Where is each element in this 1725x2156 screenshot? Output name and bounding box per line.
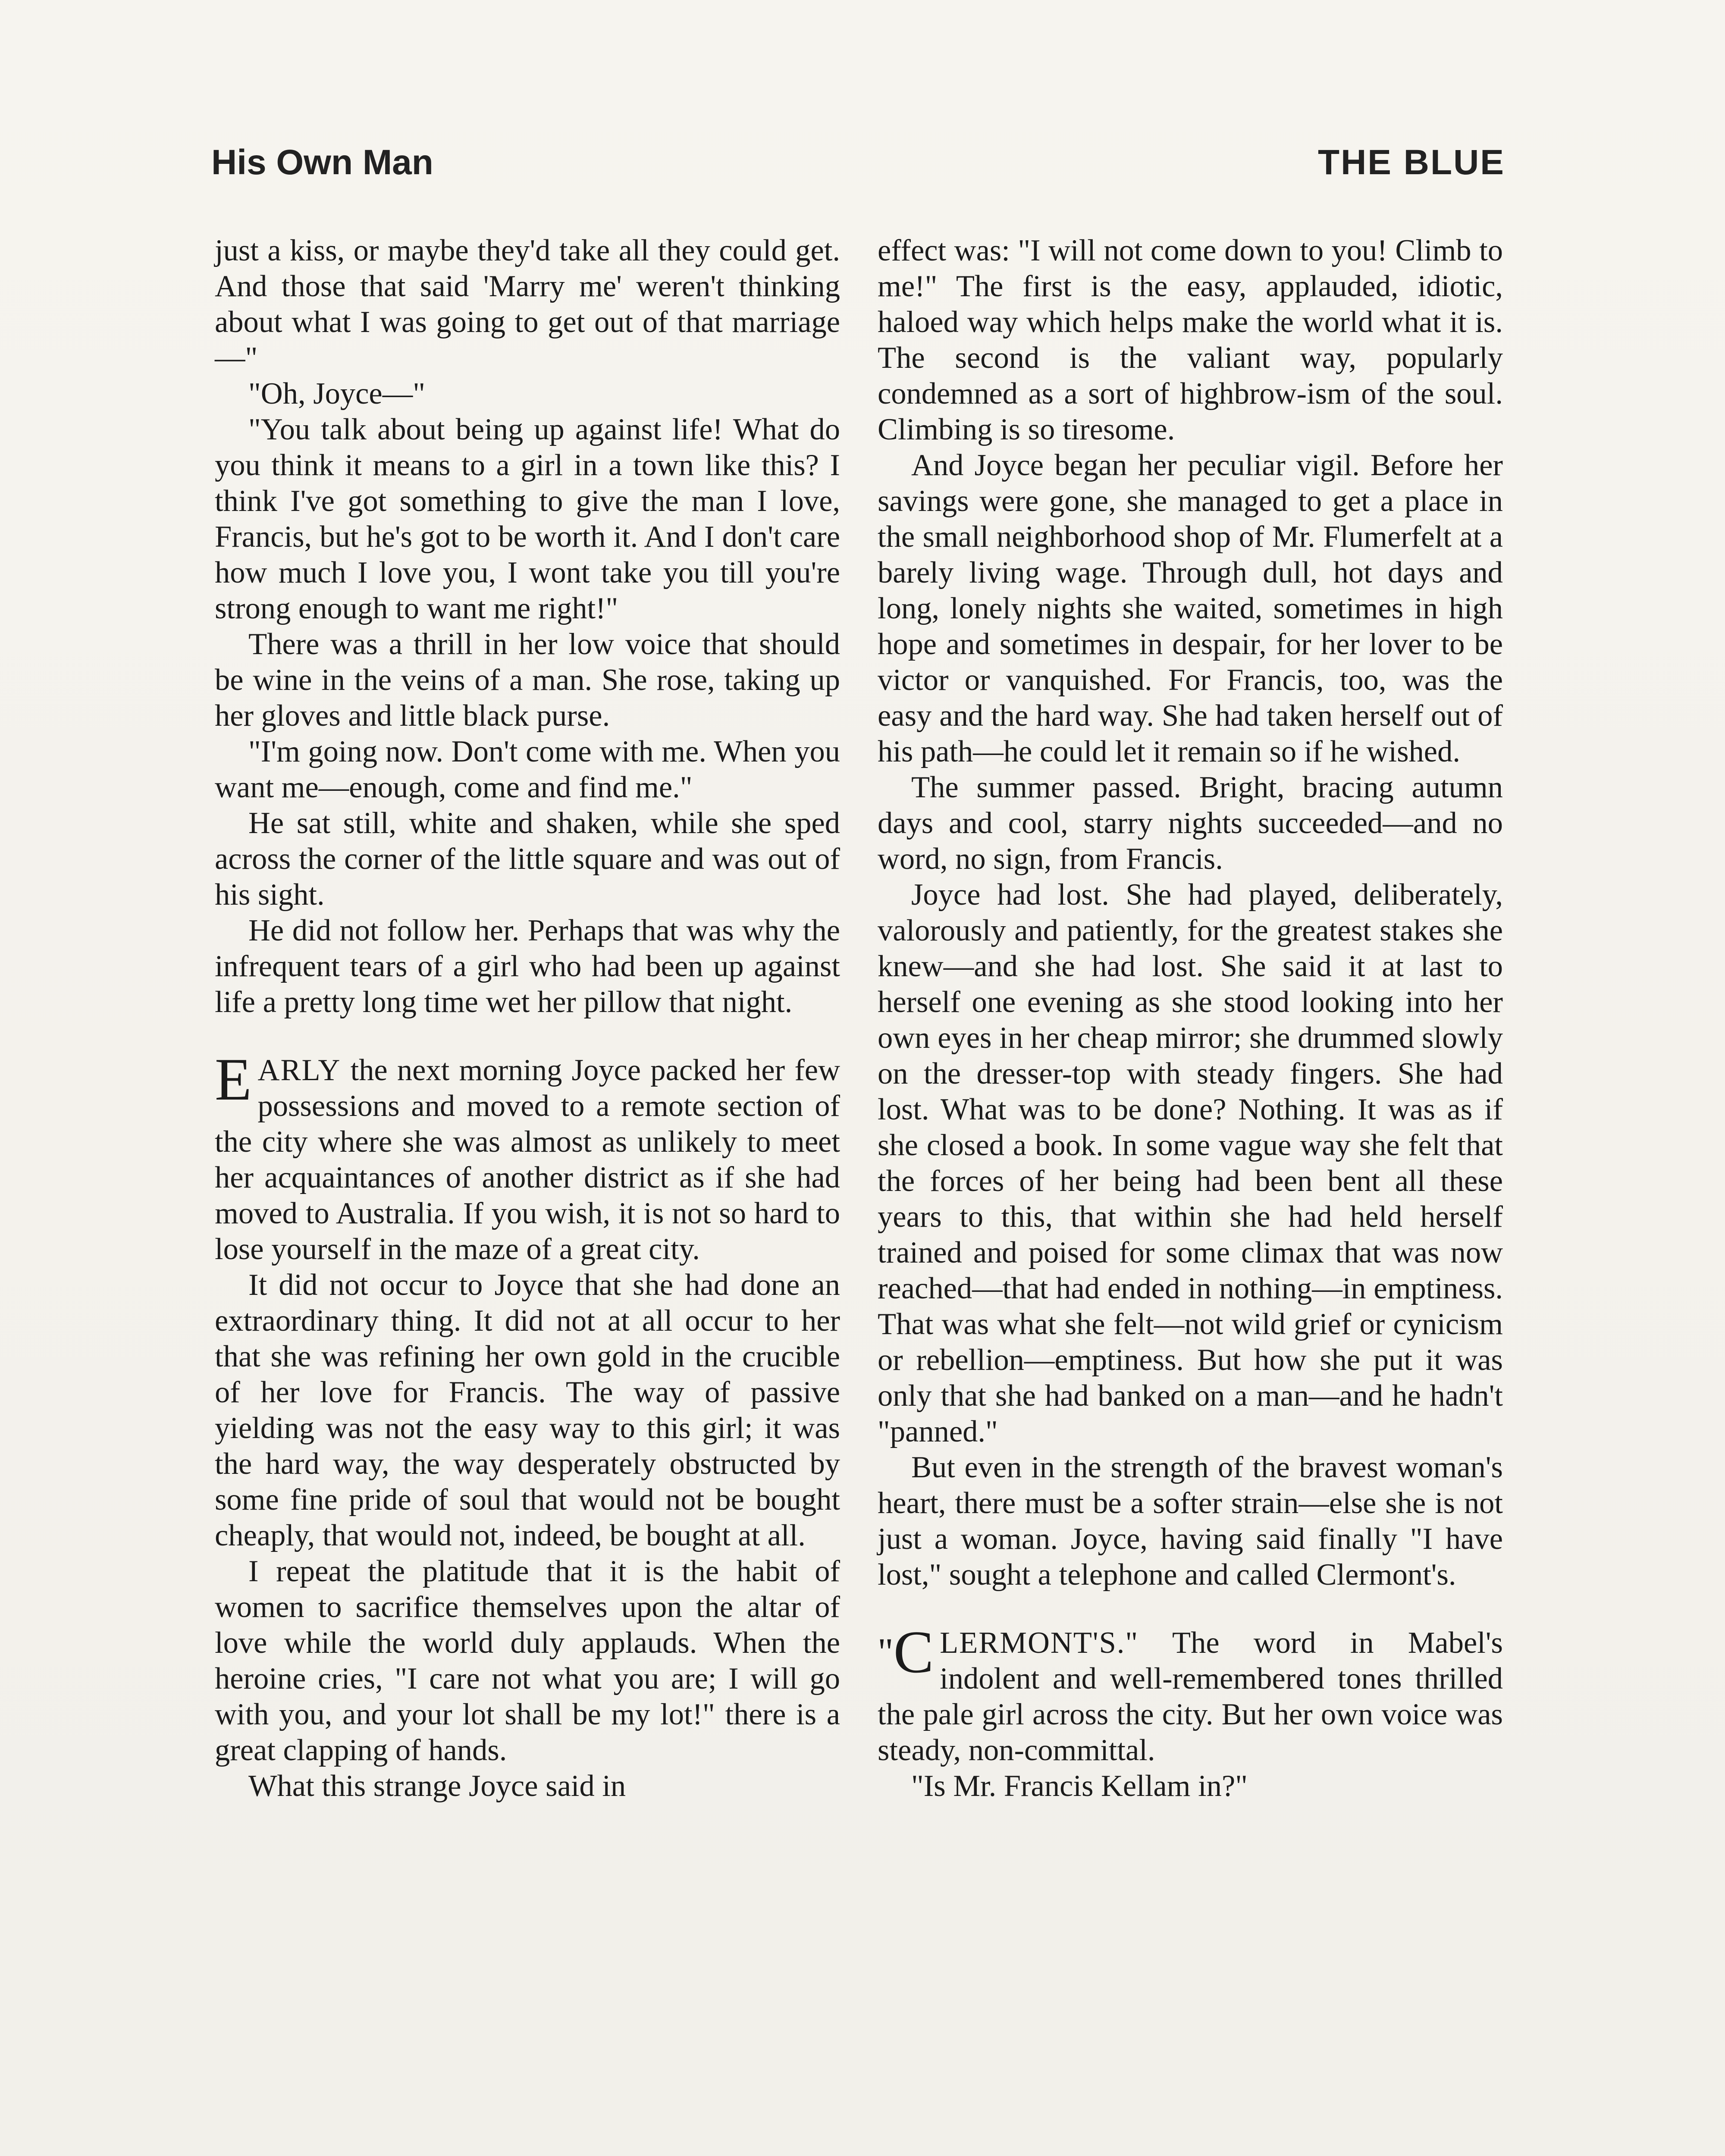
paragraph: He sat still, white and shaken, while she sped across the corner of the little square and was out of his sight. xyxy=(215,806,840,912)
drop-cap: C xyxy=(893,1619,934,1686)
paragraph: "Is Mr. Francis Kellam in?" xyxy=(911,1769,1248,1803)
opening-quote: " xyxy=(878,1631,894,1673)
paragraph: Joyce had lost. She had played, deliberately, valorously and patiently, for the greatest stakes she knew—and she had lost. She said it at last to herself one evening as she stood looking into her own eyes in her cheap mirror; she drummed slowly on the dresser-top with steady fingers. She had lost. What was to be done? Nothing. It was as if she closed a book. In some vague way she felt that the forces of her being had been bent all these years to this, that within she had held herself trained and poised for some climax that was now reached—that had ended in nothing—in emptiness. That was what she felt—not wild grief or cynicism or rebellion—emptiness. But how she put it was only that she had banked on a man—and he hadn't "panned." xyxy=(878,878,1503,1448)
paragraph-text: The word in Mabel's indolent and well-remembered tones thrilled the pale girl across the city. But her own voice was steady, non-committal. xyxy=(878,1626,1503,1767)
paragraph: "Oh, Joyce—" xyxy=(248,377,425,411)
story-title: His Own Man xyxy=(211,143,433,182)
paragraph-text: the next morning Joyce packed her few possessions and moved to a remote section of the city where she was almost as unlikely to meet her acquaintances of another district as if she had moved to Australia. If you wish, it is not so hard to lose yourself in the maze of a great city. xyxy=(215,1053,840,1266)
paragraph: I repeat the platitude that it is the habit of women to sacrifice themselves upon the altar of love while the world duly applauds. When the heroine cries, "I care not what you are; I will go with you, and your lot shall be my lot!" there is a great clapping of hands. xyxy=(215,1554,840,1767)
left-column xyxy=(215,233,840,1804)
paragraph: just a kiss, or maybe they'd take all they could get. And those that said 'Marry me' weren't thinking about what I was going to get out of that marriage—" xyxy=(215,234,840,375)
paragraph: It did not occur to Joyce that she had done an extraordinary thing. It did not at all occur to her that she was refining her own gold in the crucible of her love for Francis. The way of passive yielding was not the easy way to this girl; it was the hard way, the way desperately obstructed by some fine pride of soul that would not be bought cheaply, that would not, indeed, be bought at all. xyxy=(215,1268,840,1552)
paragraph: But even in the strength of the bravest woman's heart, there must be a softer strain—else she is not just a woman. Joyce, having said finally "I have lost," sought a telephone and called Clermont's. xyxy=(878,1451,1503,1592)
right-column xyxy=(878,233,1503,1804)
small-caps-lead: ARLY xyxy=(257,1053,341,1087)
paragraph: He did not follow her. Perhaps that was why the infrequent tears of a girl who had been up against life a pretty long time wet her pillow that night. xyxy=(215,914,840,1019)
drop-cap: E xyxy=(215,1046,252,1113)
section-opening-paragraph xyxy=(215,1046,840,1267)
section-opening-paragraph xyxy=(878,1619,1503,1768)
paragraph: "You talk about being up against life! What do you think it means to a girl in a town like this? I think I've got something to give the man I love, Francis, but he's got to be worth it. And I don't care how much I love you, I wont take you till you're strong enough to want me right!" xyxy=(215,413,840,625)
paragraph: What this strange Joyce said in xyxy=(248,1769,626,1803)
paragraph: And Joyce began her peculiar vigil. Before her savings were gone, she managed to get a place in the small neighborhood shop of Mr. Flumerfelt at a barely living wage. Through dull, hot days and long, lonely nights she waited, sometimes in high hope and sometimes in despair, for her lover to be victor or vanquished. For Francis, too, was the easy and the hard way. She had taken herself out of his path—he could let it remain so if he wished. xyxy=(878,448,1503,768)
paragraph: The summer passed. Bright, bracing autumn days and cool, starry nights succeeded—and no word, no sign, from Francis. xyxy=(878,771,1503,876)
paragraph: There was a thrill in her low voice that should be wine in the veins of a man. She rose, taking up her gloves and little black purse. xyxy=(215,627,840,733)
running-head xyxy=(211,142,1505,194)
paragraph: effect was: "I will not come down to you! Climb to me!" The first is the easy, applauded, idiotic, haloed way which helps make the world what it is. The second is the valiant way, popularly condemned as a sort of highbrow-ism of the soul. Climbing is so tiresome. xyxy=(878,234,1503,446)
paragraph: "I'm going now. Don't come with me. When you want me—enough, come and find me." xyxy=(215,735,840,804)
magazine-title: THE BLUE xyxy=(1318,143,1505,182)
small-caps-lead: LERMONT'S." xyxy=(940,1626,1139,1660)
